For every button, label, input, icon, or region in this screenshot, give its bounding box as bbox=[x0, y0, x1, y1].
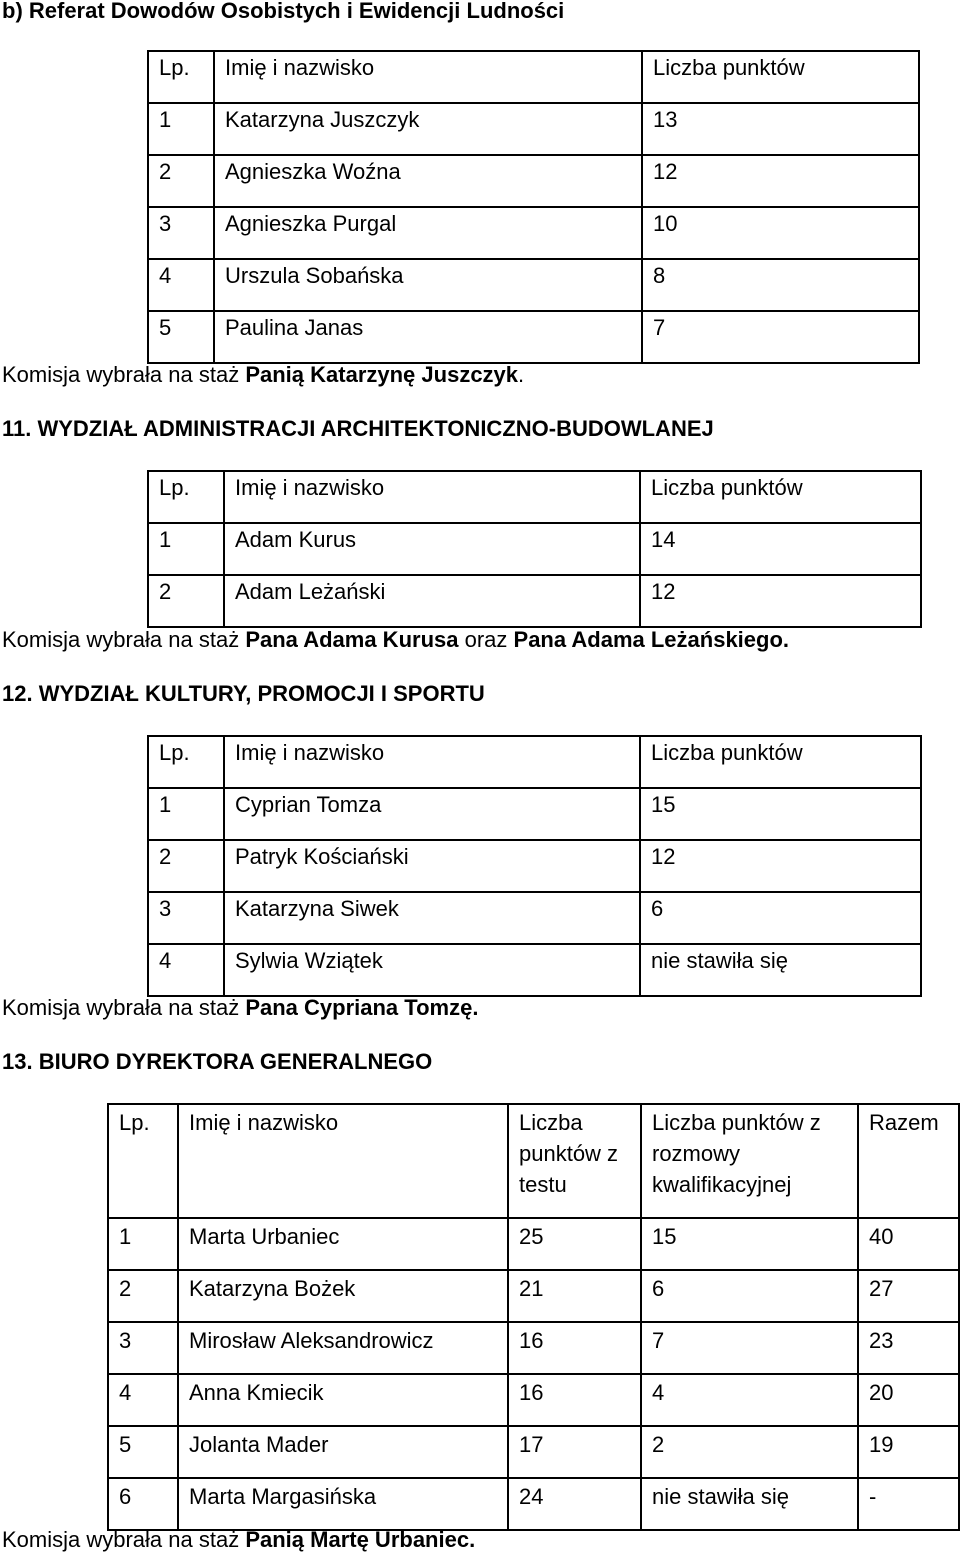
column-header: Lp. bbox=[148, 471, 224, 523]
table-cell: 12 bbox=[640, 575, 921, 627]
conclusion-text: Komisja wybrała na staż Pana Cypriana Tomzę. bbox=[2, 995, 479, 1020]
column-header: Liczba punktów z rozmowy kwalifikacyjnej bbox=[641, 1104, 858, 1218]
table-cell: 2 bbox=[641, 1426, 858, 1478]
section-heading: 13. BIURO DYREKTORA GENERALNEGO bbox=[2, 1049, 433, 1074]
table-cell: 8 bbox=[642, 259, 919, 311]
conclusion-text: Komisja wybrała na staż Panią Katarzynę Juszczyk. bbox=[2, 362, 525, 387]
table-cell: Mirosław Aleksandrowicz bbox=[178, 1322, 508, 1374]
column-header: Lp. bbox=[108, 1104, 178, 1218]
table-cell: 12 bbox=[640, 840, 921, 892]
section-heading: 12. WYDZIAŁ KULTURY, PROMOCJI I SPORTU bbox=[2, 681, 485, 706]
table-cell: 1 bbox=[108, 1218, 178, 1270]
table-cell: - bbox=[858, 1478, 959, 1530]
table-cell: 6 bbox=[108, 1478, 178, 1530]
table-cell: 10 bbox=[642, 207, 919, 259]
table-cell: 3 bbox=[148, 892, 224, 944]
table-header-row bbox=[148, 51, 919, 103]
table-cell: 4 bbox=[641, 1374, 858, 1426]
results-table bbox=[147, 735, 922, 997]
table-cell: 2 bbox=[148, 155, 214, 207]
table-cell: Cyprian Tomza bbox=[224, 788, 640, 840]
column-header: Imię i nazwisko bbox=[178, 1104, 508, 1218]
section-heading: b) Referat Dowodów Osobistych i Ewidencji Ludności bbox=[2, 0, 565, 23]
table-row bbox=[108, 1478, 959, 1530]
table-row bbox=[148, 311, 919, 363]
table-cell: 14 bbox=[640, 523, 921, 575]
table-cell: Paulina Janas bbox=[214, 311, 642, 363]
table-cell: 17 bbox=[508, 1426, 641, 1478]
table-cell: Patryk Kościański bbox=[224, 840, 640, 892]
table-cell: 2 bbox=[108, 1270, 178, 1322]
column-header: Liczba punktów z testu bbox=[508, 1104, 641, 1218]
conclusion-text: Komisja wybrała na staż Pana Adama Kurusa oraz Pana Adama Leżańskiego. bbox=[2, 627, 790, 652]
table-cell: 5 bbox=[108, 1426, 178, 1478]
table-cell: 16 bbox=[508, 1322, 641, 1374]
table-cell: Katarzyna Juszczyk bbox=[214, 103, 642, 155]
column-header: Liczba punktów bbox=[640, 736, 921, 788]
column-header: Imię i nazwisko bbox=[224, 471, 640, 523]
table-cell: 7 bbox=[642, 311, 919, 363]
table-cell: 24 bbox=[508, 1478, 641, 1530]
table-cell: 1 bbox=[148, 788, 224, 840]
table-row bbox=[148, 523, 921, 575]
table-row bbox=[148, 892, 921, 944]
table-cell: nie stawiła się bbox=[640, 944, 921, 996]
table-row bbox=[148, 207, 919, 259]
table-row bbox=[108, 1426, 959, 1478]
table-cell: 20 bbox=[858, 1374, 959, 1426]
table-cell: Katarzyna Bożek bbox=[178, 1270, 508, 1322]
table-cell: 6 bbox=[640, 892, 921, 944]
table-cell: 40 bbox=[858, 1218, 959, 1270]
column-header: Lp. bbox=[148, 736, 224, 788]
table-cell: 2 bbox=[148, 575, 224, 627]
table-cell: Sylwia Wziątek bbox=[224, 944, 640, 996]
column-header: Imię i nazwisko bbox=[224, 736, 640, 788]
table-cell: 15 bbox=[641, 1218, 858, 1270]
column-header: Imię i nazwisko bbox=[214, 51, 642, 103]
conclusion-text: Komisja wybrała na staż Panią Martę Urbaniec. bbox=[2, 1527, 476, 1552]
table-cell: Katarzyna Siwek bbox=[224, 892, 640, 944]
table-cell: 1 bbox=[148, 103, 214, 155]
table-cell: 23 bbox=[858, 1322, 959, 1374]
table-row bbox=[108, 1218, 959, 1270]
table-row bbox=[148, 259, 919, 311]
table-cell: 2 bbox=[148, 840, 224, 892]
table-row bbox=[148, 840, 921, 892]
table-cell: 3 bbox=[108, 1322, 178, 1374]
column-header: Liczba punktów bbox=[642, 51, 919, 103]
table-cell: 21 bbox=[508, 1270, 641, 1322]
table-cell: 3 bbox=[148, 207, 214, 259]
table-row bbox=[108, 1374, 959, 1426]
table-row bbox=[108, 1270, 959, 1322]
column-header: Liczba punktów bbox=[640, 471, 921, 523]
table-header-row bbox=[108, 1104, 959, 1218]
table-cell: Adam Kurus bbox=[224, 523, 640, 575]
table-header-row bbox=[148, 736, 921, 788]
table-header-row bbox=[148, 471, 921, 523]
table-cell: 4 bbox=[148, 259, 214, 311]
table-cell: Jolanta Mader bbox=[178, 1426, 508, 1478]
table-cell: 12 bbox=[642, 155, 919, 207]
table-cell: 4 bbox=[108, 1374, 178, 1426]
table-cell: 25 bbox=[508, 1218, 641, 1270]
table-row bbox=[148, 944, 921, 996]
table-cell: Anna Kmiecik bbox=[178, 1374, 508, 1426]
results-table bbox=[147, 50, 920, 364]
table-cell: 7 bbox=[641, 1322, 858, 1374]
table-cell: 27 bbox=[858, 1270, 959, 1322]
table-cell: Agnieszka Woźna bbox=[214, 155, 642, 207]
column-header: Lp. bbox=[148, 51, 214, 103]
results-table bbox=[147, 470, 922, 628]
table-row bbox=[148, 103, 919, 155]
table-cell: 1 bbox=[148, 523, 224, 575]
table-cell: Agnieszka Purgal bbox=[214, 207, 642, 259]
table-row bbox=[108, 1322, 959, 1374]
table-cell: Adam Leżański bbox=[224, 575, 640, 627]
table-cell: Urszula Sobańska bbox=[214, 259, 642, 311]
table-cell: Marta Urbaniec bbox=[178, 1218, 508, 1270]
table-cell: 15 bbox=[640, 788, 921, 840]
results-table bbox=[107, 1103, 960, 1531]
table-cell: 19 bbox=[858, 1426, 959, 1478]
column-header: Razem bbox=[858, 1104, 959, 1218]
table-row bbox=[148, 788, 921, 840]
table-cell: 16 bbox=[508, 1374, 641, 1426]
table-cell: 5 bbox=[148, 311, 214, 363]
table-row bbox=[148, 155, 919, 207]
table-row bbox=[148, 575, 921, 627]
table-cell: Marta Margasińska bbox=[178, 1478, 508, 1530]
table-cell: nie stawiła się bbox=[641, 1478, 858, 1530]
section-heading: 11. WYDZIAŁ ADMINISTRACJI ARCHITEKTONICZNO-BUDOWLANEJ bbox=[2, 416, 714, 441]
table-cell: 13 bbox=[642, 103, 919, 155]
table-cell: 6 bbox=[641, 1270, 858, 1322]
table-cell: 4 bbox=[148, 944, 224, 996]
